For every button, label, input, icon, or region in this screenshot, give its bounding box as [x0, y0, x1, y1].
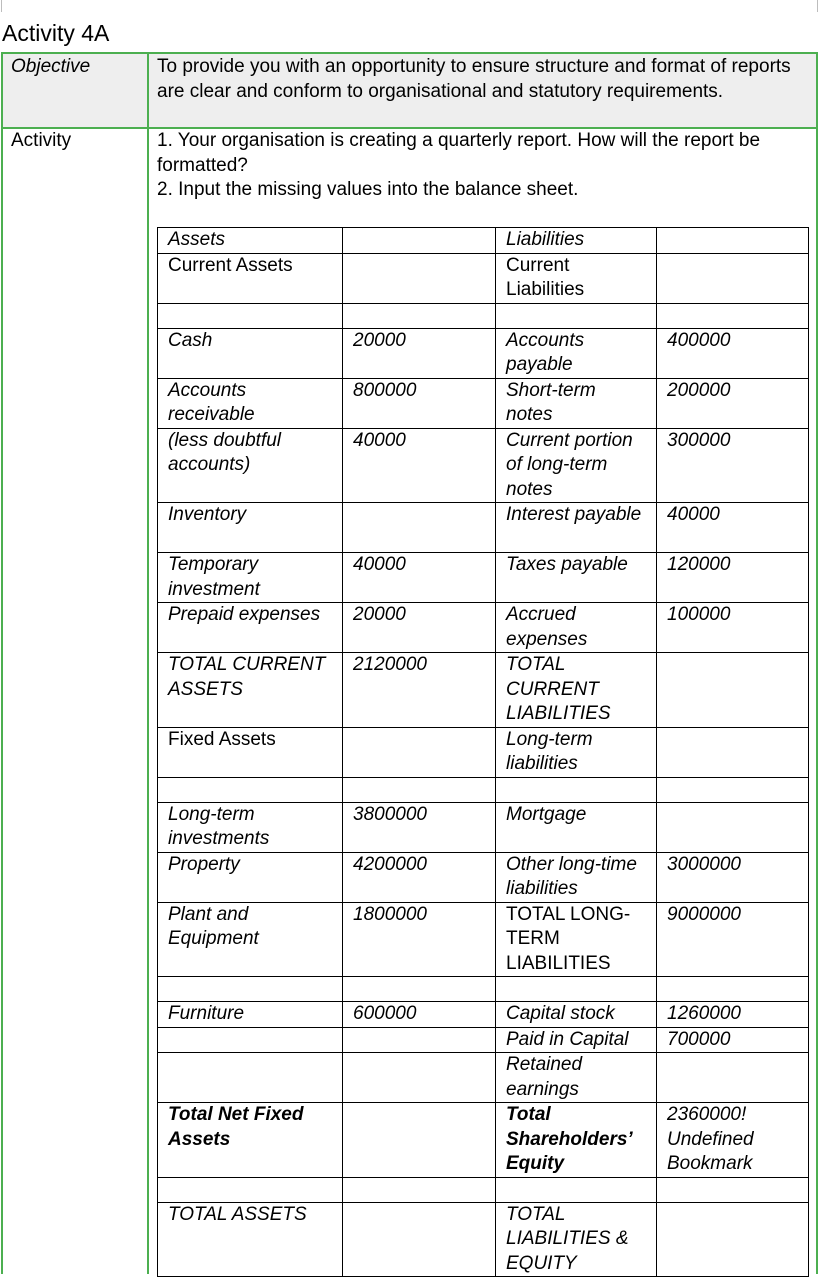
total-current-assets-value[interactable]: 2120000: [343, 653, 496, 728]
liability-label-cell: Current Liabilities: [496, 253, 657, 303]
liability-label-cell: Capital stock: [496, 1002, 657, 1028]
table-row: [158, 378, 809, 428]
liability-value-cell[interactable]: [657, 303, 809, 328]
assets-header: Assets: [158, 228, 343, 254]
total-net-fixed-assets-label: Total Net Fixed Assets: [158, 1103, 343, 1178]
asset-label-cell: Plant and Equipment: [158, 902, 343, 977]
liability-value-cell[interactable]: [657, 253, 809, 303]
liability-label-cell: Interest payable: [496, 503, 657, 553]
table-row: [158, 977, 809, 1002]
liability-value-cell[interactable]: 9000000: [657, 902, 809, 977]
total-long-term-liabilities-label: TOTAL LONG-TERM LIABILITIES: [496, 902, 657, 977]
asset-label-cell: [158, 777, 343, 802]
table-row: [158, 328, 809, 378]
liability-value-cell[interactable]: [657, 1177, 809, 1202]
table-row: [158, 228, 809, 254]
asset-label-cell: Prepaid expenses: [158, 603, 343, 653]
asset-value-cell[interactable]: [343, 777, 496, 802]
liability-label-cell: [496, 1177, 657, 1202]
asset-label-cell: [158, 303, 343, 328]
liability-value-cell[interactable]: 120000: [657, 553, 809, 603]
frame-right-border: [816, 52, 818, 1274]
asset-label-cell: Inventory: [158, 503, 343, 553]
asset-label-cell: Cash: [158, 328, 343, 378]
asset-label-cell: [158, 977, 343, 1002]
asset-value-cell[interactable]: [343, 977, 496, 1002]
asset-value-cell[interactable]: 20000: [343, 603, 496, 653]
table-row: [158, 1202, 809, 1277]
liability-label-cell: Taxes payable: [496, 553, 657, 603]
liability-label-cell: [496, 977, 657, 1002]
left-edge-tick: [1, 0, 2, 12]
liability-label-cell: Short-term notes: [496, 378, 657, 428]
balance-sheet-table: [157, 227, 809, 1277]
asset-value-cell[interactable]: [343, 727, 496, 777]
asset-value-cell[interactable]: [343, 253, 496, 303]
table-row: [158, 902, 809, 977]
liability-value-cell[interactable]: [657, 653, 809, 728]
table-row: [158, 777, 809, 802]
liability-label-cell: Retained earnings: [496, 1053, 657, 1103]
liability-label-cell: Mortgage: [496, 802, 657, 852]
liability-label-cell: [496, 303, 657, 328]
liability-value-cell[interactable]: [657, 977, 809, 1002]
asset-label-cell: Temporary investment: [158, 553, 343, 603]
asset-value-cell[interactable]: [343, 1177, 496, 1202]
liability-value-cell[interactable]: 200000: [657, 378, 809, 428]
liability-label-cell: [496, 777, 657, 802]
right-edge-tick: [817, 0, 818, 12]
activity-question-1: 1. Your organisation is creating a quarterly report. How will the report be formatted?: [157, 130, 761, 176]
total-current-liabilities-label: TOTAL CURRENT LIABILITIES: [496, 653, 657, 728]
table-row: [158, 802, 809, 852]
asset-value-cell[interactable]: [343, 228, 496, 254]
asset-label-cell: [158, 1053, 343, 1103]
liability-value-cell[interactable]: 400000: [657, 328, 809, 378]
liability-value-cell[interactable]: 3000000: [657, 852, 809, 902]
liability-label-cell: Other long-time liabilities: [496, 852, 657, 902]
asset-value-cell[interactable]: [343, 1053, 496, 1103]
liability-label-cell: Accrued expenses: [496, 603, 657, 653]
page-heading: Activity 4A: [2, 20, 110, 46]
frame-top-border: [1, 52, 818, 54]
total-shareholders-equity-label: Total Shareholders’ Equity: [496, 1103, 657, 1178]
asset-value-cell[interactable]: 20000: [343, 328, 496, 378]
liability-label-cell: Paid in Capital: [496, 1027, 657, 1053]
total-liabilities-equity-value[interactable]: [657, 1202, 809, 1277]
asset-label-cell: Furniture: [158, 1002, 343, 1028]
activity-question-2: 2. Input the missing values into the balance sheet.: [157, 179, 579, 200]
liability-value-cell[interactable]: [657, 802, 809, 852]
fixed-assets-header: Fixed Assets: [158, 727, 343, 777]
table-row: [158, 852, 809, 902]
liability-label-cell: Accounts payable: [496, 328, 657, 378]
total-current-assets-label: TOTAL CURRENT ASSETS: [158, 653, 343, 728]
asset-label-cell: Accounts receivable: [158, 378, 343, 428]
asset-label-cell: Current Assets: [158, 253, 343, 303]
liability-value-cell[interactable]: [657, 228, 809, 254]
total-shareholders-equity-value[interactable]: 2360000! Undefined Bookmark: [657, 1103, 809, 1178]
asset-label-cell: [158, 1027, 343, 1053]
asset-value-cell[interactable]: 40000: [343, 428, 496, 503]
objective-label: Objective: [11, 56, 91, 77]
objective-text: To provide you with an opportunity to ensure structure and format of reports are clear and conform to organisational and statutory requirements.: [157, 56, 791, 102]
liability-value-cell[interactable]: [657, 777, 809, 802]
table-row: [158, 727, 809, 777]
liability-value-cell[interactable]: 1260000: [657, 1002, 809, 1028]
asset-value-cell[interactable]: 800000: [343, 378, 496, 428]
asset-value-cell[interactable]: [343, 1103, 496, 1178]
total-assets-label: TOTAL ASSETS: [158, 1202, 343, 1277]
table-row: [158, 1177, 809, 1202]
total-assets-value[interactable]: [343, 1202, 496, 1277]
page-top-edge: [0, 0, 820, 12]
liability-value-cell[interactable]: [657, 727, 809, 777]
liability-value-cell[interactable]: 700000: [657, 1027, 809, 1053]
asset-value-cell[interactable]: 600000: [343, 1002, 496, 1028]
total-liabilities-equity-label: TOTAL LIABILITIES & EQUITY: [496, 1202, 657, 1277]
table-row: [158, 253, 809, 303]
liability-value-cell[interactable]: [657, 1053, 809, 1103]
asset-value-cell[interactable]: 40000: [343, 553, 496, 603]
liability-value-cell[interactable]: 100000: [657, 603, 809, 653]
table-row: [158, 1002, 809, 1028]
table-row: [158, 603, 809, 653]
liability-value-cell[interactable]: 300000: [657, 428, 809, 503]
activity-label: Activity: [11, 130, 72, 151]
liability-label-cell: Current portion of long-term notes: [496, 428, 657, 503]
asset-value-cell[interactable]: 4200000: [343, 852, 496, 902]
table-row: [158, 553, 809, 603]
asset-label-cell: (less doubtful accounts): [158, 428, 343, 503]
asset-label-cell: Property: [158, 852, 343, 902]
long-term-liabilities-header: Long-term liabilities: [496, 727, 657, 777]
table-row: [158, 503, 809, 553]
asset-value-cell[interactable]: [343, 503, 496, 553]
asset-label-cell: [158, 1177, 343, 1202]
frame-left-border: [1, 52, 3, 1274]
asset-label-cell: Long-term investments: [158, 802, 343, 852]
asset-value-cell[interactable]: [343, 303, 496, 328]
table-row: [158, 1103, 809, 1178]
table-row: [158, 303, 809, 328]
table-row: [158, 428, 809, 503]
table-row: [158, 1053, 809, 1103]
asset-value-cell[interactable]: [343, 1027, 496, 1053]
asset-value-cell[interactable]: 3800000: [343, 802, 496, 852]
liabilities-header: Liabilities: [496, 228, 657, 254]
asset-value-cell[interactable]: 1800000: [343, 902, 496, 977]
frame-column-divider: [147, 52, 149, 1274]
table-row: [158, 653, 809, 728]
table-row: [158, 1027, 809, 1053]
liability-value-cell[interactable]: 40000: [657, 503, 809, 553]
activity-instructions: [157, 129, 815, 203]
